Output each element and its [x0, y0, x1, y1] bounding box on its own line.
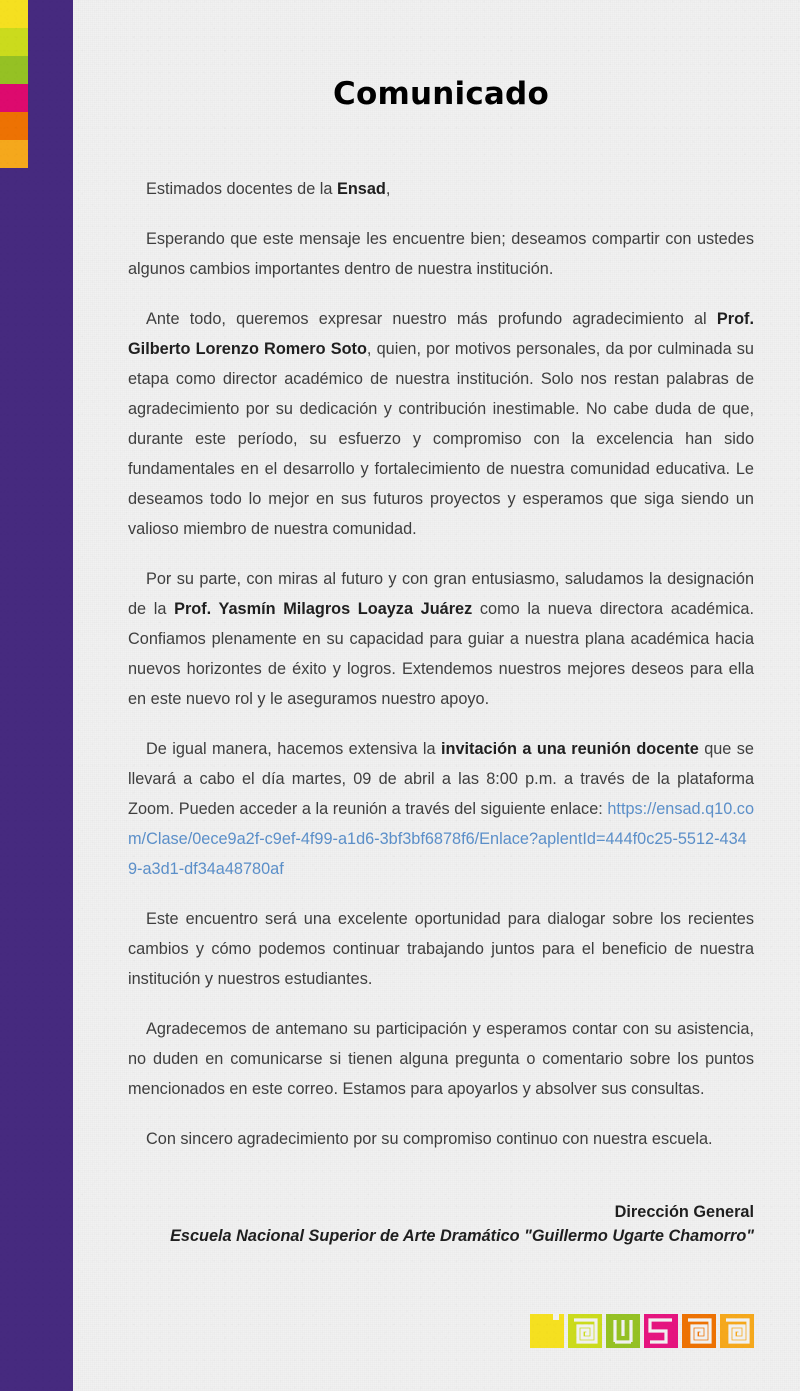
body-text: Por su parte, con miras al futuro y con gran entusiasmo, saludamos la designación de la: [128, 570, 754, 618]
paragraph-intro: [128, 224, 754, 284]
signature-institution: Escuela Nacional Superior de Arte Dramático "Guillermo Ugarte Chamorro": [170, 1227, 754, 1245]
logo-glyph-a: [682, 1314, 716, 1348]
body-text: Con sincero agradecimiento por su compromiso continuo con nuestra escuela.: [146, 1130, 713, 1148]
paragraph-cierre: [128, 1124, 754, 1154]
body-text: De igual manera, hacemos extensiva la: [146, 740, 441, 758]
salutation-text: Estimados docentes de la: [146, 180, 337, 198]
body-text: Esperando que este mensaje les encuentre bien; deseamos compartir con ustedes algunos cambios importantes dentro de nuestra institución.: [128, 230, 754, 278]
page-title: Comunicado: [333, 76, 549, 112]
paragraph-list: [128, 224, 754, 1154]
meeting-link[interactable]: https://ensad.q10.com/Clase/0ece9a2f-c9ef-4f99-a1d6-3bf3bf6878f6/Enlace?aplentId=444f0c25-5512-4349-a3d1-df34a48780af: [128, 800, 754, 878]
ensad-logo: [530, 1314, 754, 1348]
paragraph-designacion: [128, 564, 754, 714]
body-text: que se llevará a cabo el día martes, 09 de abril a las 8:00 p.m. a través de la plataforma Zoom. Pueden acceder a la reunión a través del siguiente enlace:: [128, 740, 754, 818]
body-text: Este encuentro será una excelente oportunidad para dialogar sobre los recientes cambios y cómo podemos continuar trabajando juntos para el beneficio de nuestra institución y nuestros estudiantes.: [128, 910, 754, 988]
swatch-magenta: [0, 84, 28, 112]
swatch-lime: [0, 28, 28, 56]
emphasis-text: Prof. Gilberto Lorenzo Romero Soto: [128, 310, 754, 358]
logo-glyph-n: [568, 1314, 602, 1348]
logo-glyph-u: [606, 1314, 640, 1348]
body-text: Ante todo, queremos expresar nuestro más profundo agradecimiento al: [146, 310, 717, 328]
emphasis-text: invitación a una reunión docente: [440, 740, 699, 758]
letter-body: [128, 174, 754, 1248]
logo-glyph-s: [644, 1314, 678, 1348]
letter-content: [73, 0, 800, 1391]
swatch-orange: [0, 112, 28, 140]
paragraph-agradecimiento-final: [128, 1014, 754, 1104]
salutation: [128, 174, 754, 204]
paragraph-agradecimiento: [128, 304, 754, 544]
emphasis-text: Prof. Yasmín Milagros Loayza Juárez: [174, 600, 473, 618]
signature-role: Dirección General: [614, 1203, 754, 1221]
salutation-comma: ,: [385, 180, 391, 198]
swatch-stack: [0, 0, 28, 168]
left-color-bar: [0, 0, 73, 1391]
body-text: como la nueva directora académica. Confiamos plenamente en su capacidad para guiar a nuestra plana académica hacia nuevos horizontes de éxito y logros. Extendemos nuestros mejores deseos para ella en este nuevo rol y le aseguramos nuestro apoyo.: [128, 600, 754, 708]
body-text: Agradecemos de antemano su participación y esperamos contar con su asistencia, no duden en comunicarse si tienen alguna pregunta o comentario sobre los puntos mencionados en este correo. Estamos para apoyarlos y absolver sus consultas.: [128, 1020, 754, 1098]
logo-glyph-e-filled: [530, 1314, 564, 1348]
swatch-green: [0, 56, 28, 84]
paragraph-encuentro: [128, 904, 754, 994]
body-text: , quien, por motivos personales, da por culminada su etapa como director académico de nuestra institución. Solo nos restan palabras de agradecimiento por su dedicación y contribución inestimable. No cabe duda de que, durante este período, su esfuerzo y compromiso con la excelencia han sido fundamentales en el desarrollo y fortalecimiento de nuestra comunidad educativa. Le deseamos todo lo mejor en sus futuros proyectos y esperamos que siga siendo un valioso miembro de nuestra comunidad.: [128, 340, 754, 538]
salutation-org: Ensad: [336, 180, 386, 198]
paragraph-invitacion: [128, 734, 754, 884]
swatch-yellow: [0, 0, 28, 28]
logo-glyph-d: [720, 1314, 754, 1348]
signature-block: [128, 1200, 754, 1248]
swatch-amber: [0, 140, 28, 168]
